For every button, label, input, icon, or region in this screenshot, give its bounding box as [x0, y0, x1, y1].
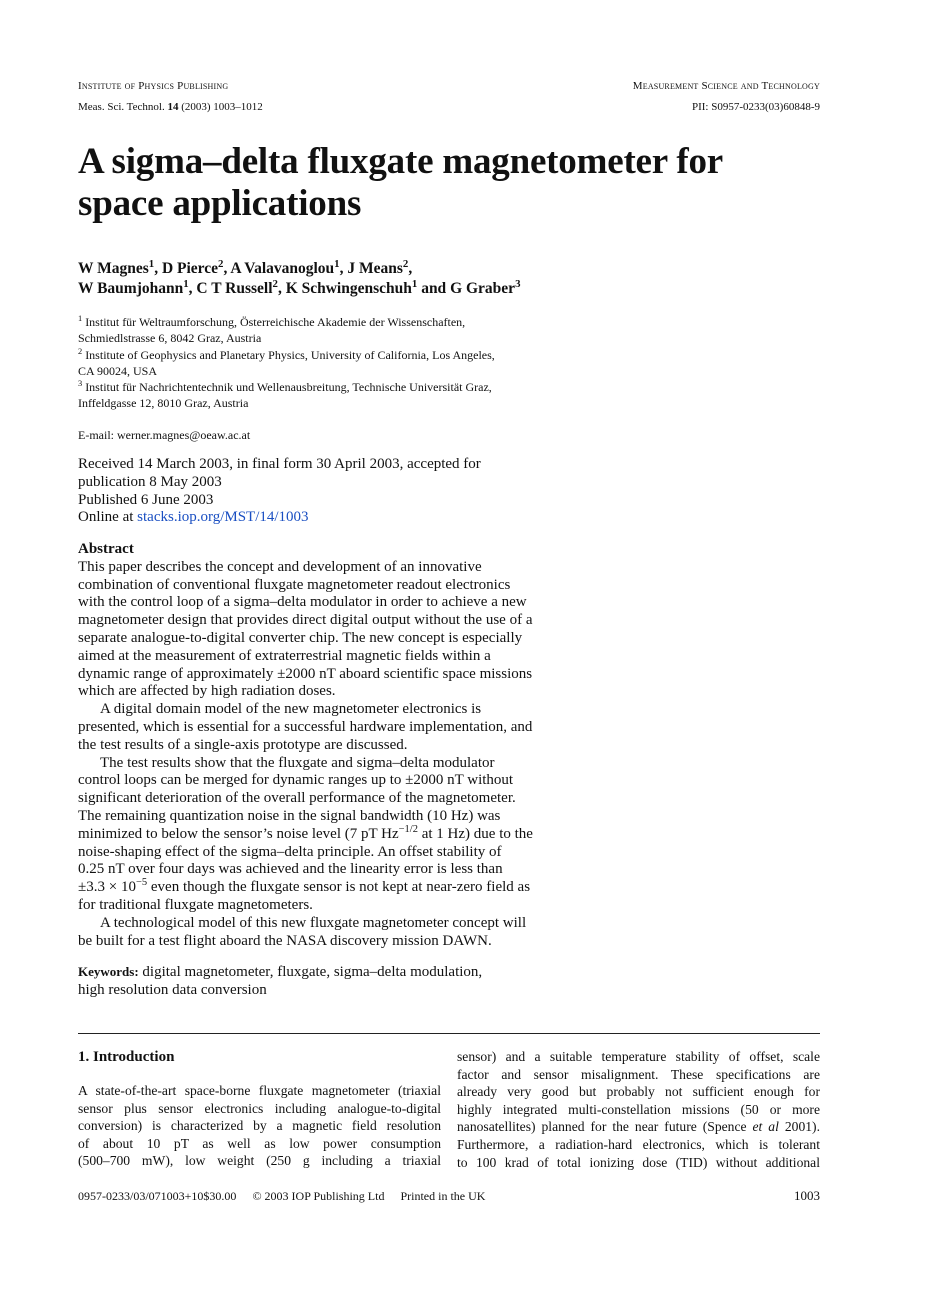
- author-sep: ,: [154, 260, 162, 277]
- text-line: already very good but probably not sufficient enough for: [457, 1084, 820, 1100]
- abstract-paragraph-4: [78, 915, 598, 951]
- footer-copyright: © 2003 IOP Publishing Ltd: [252, 1189, 385, 1203]
- text-line: Furthermore, a radiation-hard electronics, which is tolerant: [457, 1136, 820, 1152]
- publisher-name: Institute of Physics Publishing: [78, 80, 229, 92]
- abstract-line: which are affected by high radiation doses.: [78, 683, 336, 700]
- abstract-line: presented, which is essential for a successful hardware implementation, and: [78, 718, 533, 735]
- author-affil-mark: 2: [272, 277, 278, 290]
- citation-suffix: (2003) 1003–1012: [181, 101, 263, 113]
- abstract-text: at 1 Hz) due to the: [417, 825, 533, 842]
- citation: [78, 101, 263, 114]
- exponent: −1/2: [398, 823, 418, 835]
- text-line: to 100 krad of total ionizing dose (TID) without additional: [457, 1154, 820, 1170]
- author: G Graber: [450, 280, 516, 297]
- footer-code: 0957-0233/03/071003+10$30.00: [78, 1189, 237, 1203]
- affiliation-line: Schmiedlstrasse 6, 8042 Graz, Austria: [78, 331, 262, 346]
- footer-printed: Printed in the UK: [400, 1189, 486, 1203]
- author-affil-mark: 1: [148, 257, 155, 270]
- author: W Magnes: [78, 260, 149, 277]
- abstract-line: control loops can be merged for dynamic ranges up to ±2000 nT without: [78, 772, 514, 789]
- abstract-line: [78, 823, 598, 844]
- online-link[interactable]: stacks.iop.org/MST/14/1003: [137, 509, 309, 526]
- title-line-1: A sigma–delta fluxgate magnetometer for: [78, 141, 724, 182]
- abstract-line: separate analogue-to-digital converter chip. The new concept is especially: [78, 629, 523, 646]
- email: E-mail: werner.magnes@oeaw.ac.at: [78, 428, 251, 442]
- abstract-line: the test results of a single-axis prototype are discussed.: [78, 736, 408, 753]
- footer-info: [78, 1189, 485, 1204]
- text-line: sensor) and a suitable temperature stability of offset, scale: [457, 1049, 820, 1064]
- author-line-2: [78, 279, 520, 299]
- affiliation-3: [78, 379, 638, 412]
- keywords: [78, 963, 482, 999]
- author: W Baumjohann: [78, 280, 184, 297]
- affiliation-2: [78, 347, 638, 380]
- abstract-line: The test results show that the fluxgate and sigma–delta modulator: [100, 754, 495, 771]
- abstract-line: for traditional fluxgate magnetometers.: [78, 896, 313, 913]
- abstract-paragraph-2: [78, 701, 598, 754]
- left-column: [78, 1049, 441, 1170]
- title-line-2: space applications: [78, 183, 362, 224]
- author: A Valavanoglou: [230, 260, 335, 277]
- author-affil-mark: 1: [411, 277, 418, 290]
- abstract-text: even though the fluxgate sensor is not kept at near-zero field as: [147, 879, 531, 896]
- citation-prefix: Meas. Sci. Technol.: [78, 101, 165, 113]
- author-affil-mark: 3: [515, 277, 521, 290]
- abstract-text: ±3.3 × 10: [78, 879, 136, 896]
- author: C T Russell: [196, 280, 273, 297]
- author: J Means: [347, 260, 403, 277]
- pii: PII: S0957-0233(03)60848-9: [691, 101, 820, 113]
- citation-volume: 14: [167, 101, 179, 113]
- citation-etal: et al: [752, 1119, 779, 1135]
- abstract-line: The remaining quantization noise in the signal bandwidth (10 Hz) was: [78, 807, 501, 824]
- keywords-text: digital magnetometer, fluxgate, sigma–delta modulation,: [138, 964, 483, 980]
- text-line: highly integrated multi-constellation missions (50 or more: [457, 1101, 820, 1117]
- exponent: −5: [135, 877, 148, 889]
- affiliation-1: [78, 314, 638, 347]
- abstract-paragraph-3: [78, 755, 598, 915]
- text-line: of about 10 pT as well as low power consumption: [78, 1135, 441, 1151]
- abstract-line: [78, 879, 598, 897]
- section-divider: [78, 1033, 820, 1034]
- author-affil-mark: 2: [218, 257, 224, 270]
- affiliations: [78, 314, 638, 412]
- page-title: [78, 141, 723, 225]
- affiliation-line: Inffeldgasse 12, 8010 Graz, Austria: [78, 396, 249, 411]
- received-line: Received 14 March 2003, in final form 30 April 2003, accepted for: [78, 456, 481, 472]
- abstract-line: combination of conventional fluxgate magnetometer readout electronics: [78, 576, 511, 593]
- abstract-heading: Abstract: [78, 541, 134, 557]
- abstract-line: with the control loop of a sigma–delta modulator in order to achieve a new: [78, 594, 527, 611]
- text-span: 2001).: [778, 1119, 820, 1135]
- abstract-line: aimed at the measurement of extraterrestrial magnetic fields within a: [78, 647, 491, 664]
- author: K Schwingenschuh: [285, 280, 412, 297]
- author-sep: ,: [277, 280, 286, 297]
- journal-name: Measurement Science and Technology: [632, 80, 820, 92]
- author-affil-mark: 2: [402, 257, 409, 270]
- author-affil-mark: 1: [183, 277, 189, 290]
- abstract-line: significant deterioration of the overall performance of the magnetometer.: [78, 790, 516, 807]
- affiliation-number: 1: [78, 314, 83, 323]
- page-number: 1003: [794, 1188, 820, 1203]
- author-sep: ,: [188, 280, 197, 297]
- section-heading: 1. Introduction: [78, 1049, 175, 1065]
- text-line: A state-of-the-art space-borne fluxgate magnetometer (triaxial: [78, 1083, 441, 1098]
- author-sep: ,: [339, 260, 348, 277]
- affiliation-number: 2: [78, 346, 83, 356]
- abstract-line: 0.25 nT over four days was achieved and the linearity error is less than: [78, 861, 503, 878]
- published-line: Published 6 June 2003: [78, 491, 214, 508]
- author-sep: and: [417, 280, 451, 297]
- author: D Pierce: [161, 260, 219, 277]
- keywords-text: high resolution data conversion: [78, 982, 267, 998]
- text-line: (500–700 mW), low weight (250 g including a triaxial: [78, 1153, 441, 1169]
- affiliation-line: Institut für Weltraumforschung, Österreichische Akademie der Wissenschaften,: [85, 315, 466, 329]
- online-prefix: Online at: [78, 509, 138, 526]
- affiliation-line: CA 90024, USA: [78, 363, 158, 378]
- text-line: factor and sensor misalignment. These specifications are: [457, 1066, 820, 1082]
- author-list: [78, 259, 520, 299]
- text-line: sensor plus sensor electronics including analogue-to-digital: [78, 1100, 441, 1116]
- affiliation-line: Institute of Geophysics and Planetary Physics, University of California, Los Angeles,: [85, 347, 495, 362]
- author-line-1: [78, 259, 520, 279]
- intro-paragraph: [78, 1082, 441, 1170]
- abstract-line: be built for a test flight aboard the NASA discovery mission DAWN.: [78, 932, 492, 949]
- article-dates: [78, 456, 481, 527]
- abstract-line: A digital domain model of the new magnetometer electronics is: [100, 701, 482, 718]
- author-affil-mark: 1: [334, 257, 340, 270]
- text-line: conversion) is characterized by a magnetic field resolution: [78, 1118, 441, 1134]
- abstract-line: dynamic range of approximately ±2000 nT aboard scientific space missions: [78, 665, 533, 682]
- keywords-label: Keywords:: [78, 964, 139, 979]
- affiliation-number: 3: [78, 379, 83, 389]
- author-sep: ,: [408, 260, 413, 277]
- affiliation-line: Institut für Nachrichtentechnik und Wellenausbreitung, Technische Universität Graz,: [85, 380, 492, 395]
- abstract-paragraph-1: [78, 559, 598, 701]
- abstract-text: minimized to below the sensor’s noise level (7 pT Hz: [78, 825, 399, 842]
- received-line: publication 8 May 2003: [78, 473, 222, 490]
- abstract-line: This paper describes the concept and development of an innovative: [78, 558, 482, 575]
- right-column: [457, 1048, 820, 1171]
- abstract-line: A technological model of this new fluxgate magnetometer concept will: [100, 914, 527, 931]
- abstract: [78, 541, 598, 950]
- author-sep: ,: [223, 260, 231, 277]
- text-span: nanosatellites) planned for the near future (Spence: [457, 1119, 753, 1135]
- online-line: [78, 509, 481, 527]
- text-line: [457, 1118, 820, 1136]
- abstract-line: noise-shaping effect of the sigma–delta principle. An offset stability of: [78, 843, 502, 860]
- abstract-line: magnetometer design that provides direct digital output without the use of a: [78, 612, 533, 629]
